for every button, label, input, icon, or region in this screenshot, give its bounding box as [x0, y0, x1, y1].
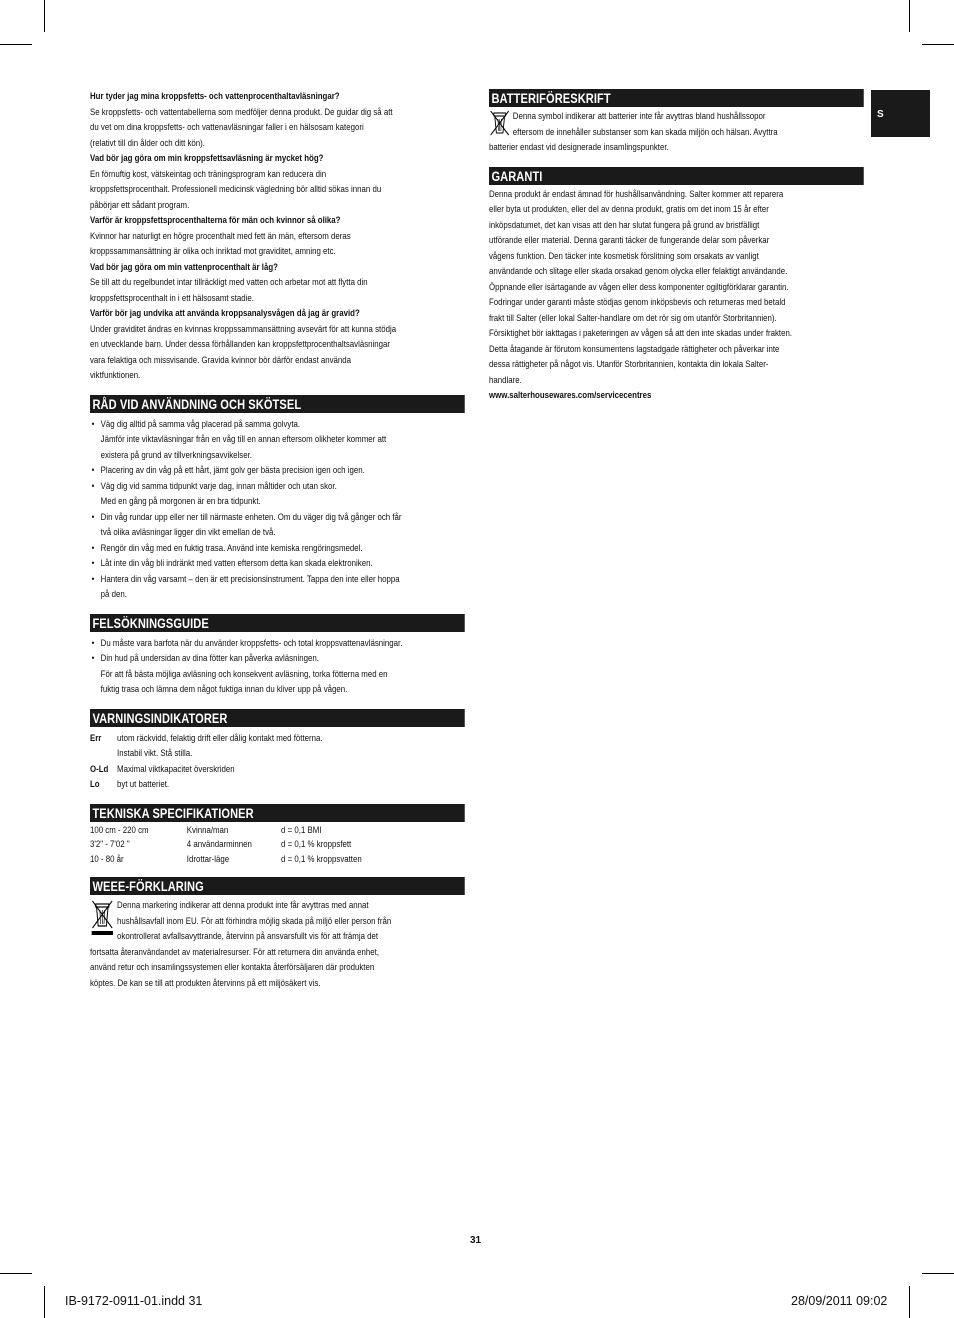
faq-answer-line: Se till att du regelbundet intar tillräckligt med vatten och arbetar mot att flytta din	[90, 277, 368, 288]
list-item	[90, 541, 465, 557]
warning-description-line: Instabil vikt. Stå stilla.	[117, 748, 193, 759]
faq-question: Vad bör jag göra om min vattenprocenthalt är låg?	[90, 261, 278, 273]
warning-description	[117, 762, 235, 778]
list-item-line: • Väg dig vid samma tidpunkt varje dag, innan måltider och utan skor.	[100, 480, 337, 492]
warning-description-line: Maximal viktkapacitet överskriden	[117, 763, 235, 775]
footer-date-time: 28/09/2011 09:02	[791, 1294, 888, 1308]
faq-answer-line: Under graviditet ändras en kvinnas kroppssammansättning avsevärt för att kunna stödja	[90, 323, 397, 335]
warranty-text-line: Detta åtagande är förutom konsumentens lagstadgade rättigheter och påverkar inte	[489, 343, 780, 355]
warning-code: Lo	[90, 779, 100, 790]
battery-text-line: Denna symbol indikerar att batterier inte får avyttras bland hushållssopor	[512, 111, 766, 122]
spec-row	[90, 853, 465, 868]
list-item-line: För att få bästa möjliga avläsning och konsekvent avläsning, torka fötterna med en	[100, 668, 388, 680]
warranty-text-line: utförande eller material. Denna garanti täcker de fungerande delar som påverkar	[489, 235, 770, 246]
list-item	[90, 556, 465, 572]
weee-text-line: köptes. De kan se till att produkten återvinns på ett miljösäkert vis.	[90, 977, 321, 989]
weee-text-line: använd retur och insamlingssystemen eller kontakta återförsäljaren där produkten	[90, 962, 375, 973]
spec-cell: 4 användarminnen	[186, 839, 252, 850]
list-item-line: • Väg dig alltid på samma våg placerad på samma golvyta.	[100, 418, 301, 430]
faq-question: Vad bör jag göra om min kroppsfettsavläsning är mycket hög?	[90, 153, 324, 164]
weee-text-line: okontrollerat avfallsavyttrande, återvinn på ansvarsfullt vis för att främja det	[117, 931, 379, 942]
list-item-line: Jämför inte viktavläsningar från en våg till en annan eftersom olikheter kommer att	[100, 434, 387, 445]
list-item-line: fuktig trasa och lämna dem något fuktiga innan du kliver upp på vågen.	[100, 684, 348, 695]
spec-row	[90, 824, 465, 839]
list-item-line: på den.	[100, 589, 127, 600]
crop-mark	[922, 44, 954, 45]
faq-question: Hur tyder jag mina kroppsfetts- och vattenprocenthaltavläsningar?	[90, 91, 340, 102]
warranty-text-line: Öppnande eller isärtagande av vågen eller dess komponenter ogiltigförklarar garantin.	[489, 281, 789, 293]
service-centres-link[interactable]: www.salterhousewares.com/servicecentres	[489, 390, 652, 401]
faq-answer-line: viktfunktionen.	[90, 370, 141, 381]
warning-description-line: byt ut batteriet.	[117, 779, 170, 790]
footer-file-info: IB-9172-0911-01.indd 31	[65, 1294, 203, 1308]
list-item	[90, 572, 465, 603]
faq-answer-line: kroppsfettsprocenthalt. Professionell medicinsk vägledning bör alltid sökas innan du	[90, 184, 382, 195]
warning-description-line: utom räckvidd, felaktig drift eller dålig kontakt med fötterna.	[117, 732, 323, 744]
spec-cell: Idrottar-läge	[186, 853, 230, 865]
warranty-text-line: frakt till Salter (eller lokal Salter-handlare om det rör sig om utanför Storbritannien).	[489, 312, 777, 324]
faq-answer-line: en utvecklande barn. Under dessa förhållanden kan kroppsfettprocenthaltsavläsningar	[90, 339, 391, 350]
section-heading-specs: TEKNISKA SPECIFIKATIONER	[90, 804, 465, 822]
faq-answer-line: Kvinnor har naturligt en högre procenthalt med fett än män, eftersom deras	[90, 230, 351, 242]
specifications-table	[90, 824, 465, 868]
list-item	[90, 479, 465, 510]
list-item-line: • Hantera din våg varsamt – den är ett precisionsinstrument. Tappa den inte eller hoppa	[100, 573, 400, 585]
battery-text-line: batterier endast vid designerade insamlingspunkter.	[489, 142, 669, 153]
list-item-line: Med en gång på morgonen är en bra tidpunkt.	[100, 496, 261, 507]
crop-mark	[0, 44, 32, 45]
warranty-text-line: användande och slitage eller skada orsakad genom olycka eller felaktigt användande.	[489, 266, 788, 277]
warning-row	[90, 731, 465, 762]
battery-text-line: eftersom de innehåller substanser som kan skada miljön och hälsan. Avyttra	[512, 126, 778, 138]
spec-cell: d = 0,1 % kroppsvatten	[281, 853, 362, 865]
list-item	[90, 417, 465, 464]
warranty-text	[489, 187, 864, 389]
faq-question: Varför bör jag undvika att använda kroppsanalysvågen då jag är gravid?	[90, 308, 360, 319]
faq-question: Varför är kroppsfettsprocenthalterna för män och kvinnor så olika?	[90, 215, 341, 226]
faq-answer-line: kroppssammansättning är olika och inriktad mot graviditet, amning etc.	[90, 246, 336, 257]
crossed-bin-icon	[90, 898, 115, 936]
right-column	[489, 89, 864, 404]
crop-mark	[0, 1273, 32, 1274]
troubleshooting-list	[90, 636, 465, 698]
spec-cell: 3'2" - 7'02 "	[90, 839, 130, 850]
list-item	[90, 636, 465, 652]
list-item	[90, 463, 465, 479]
list-item-line: • Du måste vara barfota när du använder kroppsfetts- och total kroppsvattenavläsningar.	[100, 637, 403, 649]
faq-answer-line: En förnuftig kost, vätskeintag och träningsprogram kan reducera din	[90, 168, 327, 180]
warning-description	[117, 777, 169, 793]
crop-mark	[44, 0, 45, 32]
list-item-line: existera på grund av tillverkningsavvikelser.	[100, 449, 252, 461]
warranty-text-line: vågens funktion. Den täcker inte kosmetisk förslitning som orsakats av vanligt	[489, 250, 759, 262]
section-heading-troubleshooting: FELSÖKNINGSGUIDE	[90, 614, 465, 632]
warning-code: O-Ld	[90, 763, 109, 775]
language-tab-label: S	[877, 109, 884, 120]
crop-mark	[922, 1273, 954, 1274]
left-column	[90, 89, 465, 991]
section-heading-weee: WEEE-FÖRKLARING	[90, 877, 465, 895]
crop-mark	[909, 0, 910, 32]
faq-answer-line: påbörjar ett sådant program.	[90, 199, 190, 211]
list-item-line: • Placering av din våg på ett hårt, jämt golv ger bästa precision igen och igen.	[100, 465, 365, 476]
list-item	[90, 510, 465, 541]
list-item	[90, 651, 465, 698]
advice-list	[90, 417, 465, 603]
spec-cell: d = 0,1 BMI	[281, 824, 322, 836]
section-heading-warranty: GARANTI	[489, 167, 864, 185]
section-heading-warnings: VARNINGSINDIKATORER	[90, 709, 465, 727]
warranty-text-line: Fodringar under garanti måste stödjas genom inköpsbevis och returneras med betald	[489, 297, 786, 308]
weee-block	[90, 898, 465, 991]
warning-code: Err	[90, 732, 102, 744]
warranty-text-line: Denna produkt är endast ämnad för hushållsanvändning. Salter kommer att reparera	[489, 188, 784, 200]
spec-cell: 100 cm - 220 cm	[90, 824, 149, 836]
warning-row	[90, 762, 465, 778]
list-item-line: • Rengör din våg med en fuktig trasa. Använd inte kemiska rengöringsmedel.	[100, 542, 363, 554]
weee-text-line: hushållsavfall inom EU. För att förhindra möjlig skada på miljö eller person från	[117, 915, 392, 927]
faq-answer-line: kroppsfettsprocenthalt in i ett hälsosamt stadie.	[90, 292, 254, 304]
weee-text-line: Denna markering indikerar att denna produkt inte får avyttras med annat	[117, 900, 369, 911]
faq-answer-line: du vet om dina kroppsfetts- och vattenavläsningar faller i en hälsosam kategori	[90, 122, 364, 133]
language-tab	[871, 90, 930, 137]
weee-text-line: fortsatta återanvändandet av materialresurser. För att returnera din använda enhet,	[90, 946, 380, 958]
faq-answer-line: Se kroppsfetts- och vattentabellerna som medföljer denna produkt. De guidar dig så att	[90, 106, 393, 118]
warning-description	[117, 731, 323, 762]
warranty-text-line: inköpsdatumet, det kan visas att den har slutat fungera på grund av bristfälligt	[489, 219, 760, 231]
warning-row	[90, 777, 465, 793]
faq-section	[90, 89, 465, 384]
warranty-text-line: dessa rättigheter på något vis. Utanför Storbritannien, kontakta din lokala Salter-	[489, 359, 769, 370]
section-heading-battery: BATTERIFÖRESKRIFT	[489, 89, 864, 107]
spec-cell: d = 0,1 % kroppsfett	[281, 839, 352, 850]
spec-cell: Kvinna/man	[186, 824, 229, 836]
crop-mark	[909, 1286, 910, 1318]
page-number: 31	[470, 1235, 482, 1246]
list-item-line: två olika avläsningar ligger din vikt emellan de två.	[100, 527, 276, 538]
list-item-line: • Låt inte din våg bli indränkt med vatten eftersom detta kan skada elektroniken.	[100, 558, 373, 569]
crop-mark	[44, 1286, 45, 1318]
faq-answer-line: vara felaktiga och missvisande. Gravida kvinnor bör därför endast använda	[90, 354, 352, 366]
warning-indicators	[90, 731, 465, 793]
warranty-text-line: Försiktighet bör iakttagas i paketeringen av vågen så att den inte skadas under frakten.	[489, 328, 793, 339]
battery-block	[489, 109, 864, 156]
list-item-line: • Din hud på undersidan av dina fötter kan påverka avläsningen.	[100, 653, 319, 664]
warranty-text-line: eller byta ut produkten, eller del av denna produkt, gratis om det inom 15 år efter	[489, 204, 769, 215]
crossed-bin-icon	[489, 109, 510, 137]
spec-cell: 10 - 80 år	[90, 853, 124, 865]
warranty-text-line: handlare.	[489, 374, 522, 386]
list-item-line: • Din våg rundar upp eller ner till närmaste enheten. Om du väger dig två gånger och får	[100, 511, 402, 523]
section-heading-advice: RÅD VID ANVÄNDNING OCH SKÖTSEL	[90, 395, 465, 413]
spec-row	[90, 838, 465, 853]
faq-answer-line: (relativt till din ålder och ditt kön).	[90, 137, 205, 149]
